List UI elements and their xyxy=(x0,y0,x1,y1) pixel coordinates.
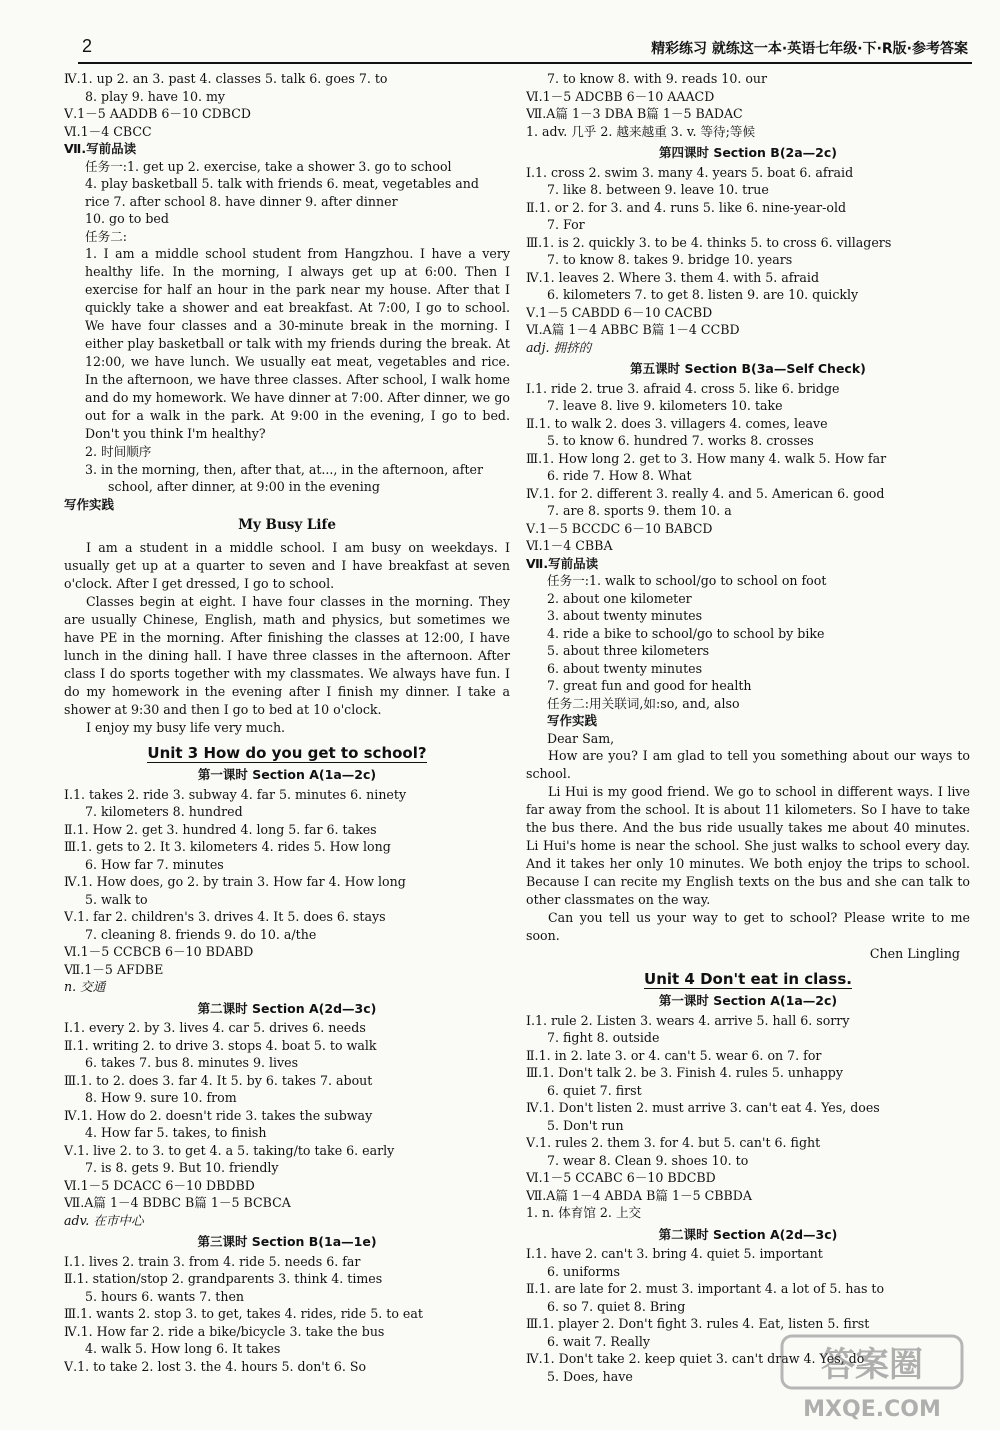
answer-line: Ⅲ.1. is 2. quickly 3. to be 4. thinks 5. to cross 6. villagers xyxy=(526,234,892,250)
answer-line: 6. takes 7. bus 8. minutes 9. lives xyxy=(85,1055,299,1070)
answer-line: 7. like 8. between 9. leave 10. true xyxy=(547,182,769,197)
answer-line: Ⅰ.1. rule 2. Listen 3. wears 4. arrive 5. hall 6. sorry xyxy=(526,1012,850,1028)
answer-line: Ⅴ.1. to take 2. lost 3. the 4. hours 5. don't 6. So xyxy=(64,1358,367,1374)
answer-line: Ⅳ.1. How does, go 2. by train 3. How far 4. How long xyxy=(64,874,406,889)
answer-line: 7. is 8. gets 9. But 10. friendly xyxy=(85,1160,279,1175)
unit-title xyxy=(526,971,970,989)
letter-paragraph: Li Hui is my good friend. We go to school in different ways. I live far away from the school. It is about 11 kilometers. So I have to take the bus there. And the bus ride usually takes me about 40 minutes. Li Hui's home is near the school. She just walks to school every day. And it takes her only 10 minutes. We both enjoy the trips to school. Because I can recite my English texts on the bus and she can talk to other classmates on the way. xyxy=(526,784,970,907)
answer-line: Ⅵ.1－5 CCBCB 6－10 BDABD xyxy=(64,944,254,959)
essay-title: My Busy Life xyxy=(238,517,336,533)
answer-line: 8. How 9. sure 10. from xyxy=(85,1090,237,1105)
header-rule xyxy=(78,62,972,64)
answer-line: 7. to know 8. takes 9. bridge 10. years xyxy=(547,252,793,267)
lesson-heading: 第一课时 Section A(1a—2c) xyxy=(197,767,377,782)
answer-line: Ⅱ.1. to walk 2. does 3. villagers 4. comes, leave xyxy=(526,415,828,431)
book-title: 精彩练习 就练这一本·英语七年级·下·R版·参考答案 xyxy=(651,41,968,57)
watermark-text: 答案圈 xyxy=(821,1345,923,1385)
watermark-url: MXQE.COM xyxy=(803,1397,941,1422)
answer-line: 7. leave 8. live 9. kilometers 10. take xyxy=(547,398,783,413)
letter-greeting: Dear Sam, xyxy=(547,730,615,746)
essay-paragraph: I am a student in a middle school. I am busy on weekdays. I usually get up at a quarter to seven and I have breakfast at seven o'clock. After I get dressed, I go to school. xyxy=(64,539,510,591)
watermark-logo xyxy=(778,1330,978,1426)
answer-line: 7. kilometers 8. hundred xyxy=(85,804,243,819)
essay-paragraph: I enjoy my busy life very much. xyxy=(86,719,286,735)
section-heading: 写作实践 xyxy=(547,713,598,728)
unit-title xyxy=(64,745,510,763)
answer-line: 7. great fun and good for health xyxy=(547,678,752,693)
section-heading: Ⅶ.写前品读 xyxy=(64,141,137,156)
lesson-heading: 第一课时 Section A(1a—2c) xyxy=(658,993,838,1008)
answer-line: rice 7. after school 8. have dinner 9. after dinner xyxy=(85,193,398,209)
answer-line: Ⅴ.1－5 AADDB 6－10 CDBCD xyxy=(64,106,251,121)
answer-line: 5. about three kilometers xyxy=(547,643,710,658)
answer-line: 任务一:1. get up 2. exercise, take a shower 3. go to school xyxy=(85,158,452,174)
lesson-heading: 第二课时 Section A(2d—3c) xyxy=(658,1226,838,1242)
answer-line: 3. in the morning, then, after that, at..., in the afternoon, after xyxy=(85,461,484,477)
answer-line: 6. so 7. quiet 8. Bring xyxy=(547,1298,686,1314)
answer-line: 8. play 9. have 10. my xyxy=(85,88,226,104)
letter-paragraph: Can you tell us your way to get to school? Please write to me soon. xyxy=(526,910,970,943)
letter-signature: Chen Lingling xyxy=(869,946,960,961)
lesson-heading: 第四课时 Section B(2a—2c) xyxy=(658,145,838,160)
answer-line: Ⅱ.1. writing 2. to drive 3. stops 4. boat 5. to walk xyxy=(64,1037,377,1053)
answer-line: Ⅱ.1. in 2. late 3. or 4. can't 5. wear 6. on 7. for xyxy=(526,1047,822,1063)
answer-line: Ⅳ.1. How far 2. ride a bike/bicycle 3. take the bus xyxy=(64,1323,385,1339)
unit-title-text: Unit 4 Don't eat in class. xyxy=(644,969,852,988)
answer-line: Ⅴ.1. rules 2. them 3. for 4. but 5. can't 6. fight xyxy=(526,1135,821,1150)
answer-line: Ⅱ.1. or 2. for 3. and 4. runs 5. like 6. nine-year-old xyxy=(526,199,847,215)
page-header xyxy=(0,0,1000,62)
answer-line: Ⅲ.1. gets to 2. It 3. kilometers 4. rides 5. How long xyxy=(64,839,391,854)
answer-line: Ⅲ.1. How long 2. get to 3. How many 4. walk 5. How far xyxy=(526,450,887,466)
answer-line: Ⅵ.1－4 CBBA xyxy=(526,538,613,553)
answer-line: Ⅴ.1. far 2. children's 3. drives 4. It 5. does 6. stays xyxy=(64,909,386,924)
answer-line: Ⅶ.A篇 1－4 ABDA B篇 1－5 CBBDA xyxy=(526,1187,752,1203)
answer-line: 7. For xyxy=(547,217,585,232)
letter-paragraph: How are you? I am glad to tell you something about our ways to school. xyxy=(526,748,970,781)
answer-line: Ⅲ.1. to 2. does 3. far 4. It 5. by 6. takes 7. about xyxy=(64,1072,373,1088)
answer-line: Ⅲ.1. wants 2. stop 3. to get, takes 4. rides, ride 5. to eat xyxy=(64,1306,423,1321)
answer-line: 7. to know 8. with 9. reads 10. our xyxy=(547,71,768,86)
answer-line: 5. walk to xyxy=(85,891,148,907)
answer-line: 7. are 8. sports 9. them 10. a xyxy=(547,503,732,518)
answer-line: Ⅰ.1. every 2. by 3. lives 4. car 5. drives 6. needs xyxy=(64,1020,366,1035)
lesson-heading: 第二课时 Section A(2d—3c) xyxy=(197,1000,377,1016)
answer-line: Ⅰ.1. cross 2. swim 3. many 4. years 5. boat 6. afraid xyxy=(526,164,854,180)
answer-line: 6. How far 7. minutes xyxy=(85,856,224,872)
answer-line: adv. 在市中心 xyxy=(64,1212,144,1228)
lesson-heading: 第五课时 Section B(3a—Self Check) xyxy=(630,361,866,376)
answer-line: 1. adv. 几乎 2. 越来越重 3. v. 等待;等候 xyxy=(526,123,756,139)
answer-line: Ⅲ.1. Don't talk 2. be 3. Finish 4. rules 5. unhappy xyxy=(526,1065,843,1080)
answer-line: Ⅲ.1. player 2. Don't fight 3. rules 4. Eat, listen 5. first xyxy=(526,1316,870,1331)
answer-line: adj. 拥挤的 xyxy=(526,339,592,355)
answer-line: school, after dinner, at 9:00 in the evening xyxy=(108,479,380,494)
page-number: 2 xyxy=(82,36,93,56)
unit-title-text: Unit 3 How do you get to school? xyxy=(147,743,427,762)
answer-line: 2. 时间顺序 xyxy=(85,444,152,459)
answer-line: 4. play basketball 5. talk with friends 6. meat, vegetables and xyxy=(85,176,479,191)
answer-line: 4. ride a bike to school/go to school by bike xyxy=(547,625,825,641)
answer-line: Ⅶ.1－5 AFDBE xyxy=(64,961,164,977)
answer-line: Ⅰ.1. takes 2. ride 3. subway 4. far 5. minutes 6. ninety xyxy=(64,786,407,802)
answer-line: 6. quiet 7. first xyxy=(547,1082,642,1098)
answer-line: Ⅶ.A篇 1－3 DBA B篇 1－5 BADAC xyxy=(526,106,743,121)
right-column xyxy=(526,70,970,1385)
answer-line: Ⅱ.1. How 2. get 3. hundred 4. long 5. far 6. takes xyxy=(64,821,377,837)
answer-line: Ⅰ.1. ride 2. true 3. afraid 4. cross 5. like 6. bridge xyxy=(526,380,840,396)
answer-line: n. 交通 xyxy=(64,979,106,994)
lesson-heading: 第三课时 Section B(1a—1e) xyxy=(197,1234,377,1249)
answer-line: 5. to know 6. hundred 7. works 8. crosses xyxy=(547,433,814,448)
answer-line: Ⅵ.A篇 1－4 ABBC B篇 1－4 CCBD xyxy=(526,322,740,337)
answer-line: Ⅰ.1. lives 2. train 3. from 4. ride 5. needs 6. far xyxy=(64,1253,361,1269)
answer-line: 6. about twenty minutes xyxy=(547,660,703,676)
answer-line: Ⅳ.1. Don't listen 2. must arrive 3. can't eat 4. Yes, does xyxy=(526,1100,880,1115)
answer-line: 5. Does, have xyxy=(547,1368,633,1384)
answer-line: Ⅳ.1. up 2. an 3. past 4. classes 5. talk 6. goes 7. to xyxy=(64,71,388,86)
answer-line: 任务二: xyxy=(85,228,128,244)
answer-line: Ⅴ.1－5 CABDD 6－10 CACBD xyxy=(526,304,713,320)
answer-line: 任务二:用关联词,如:so, and, also xyxy=(547,695,740,711)
essay-paragraph: Classes begin at eight. I have four classes in the morning. They are usually Chinese, English, math and physics, but sometimes we have PE in the morning. After finishing the classes at 12:00, I have lunch in the dining hall. I have three classes in the afternoon. After class I do sports together with my classmates. We always have fun. I do my homework in the evening after I finish my dinner. I take a shower at 9:30 and then I go to bed at 10 o'clock. xyxy=(64,593,510,717)
answer-line: 2. about one kilometer xyxy=(547,590,692,606)
left-column xyxy=(64,70,510,1375)
answer-line: Ⅶ.A篇 1－4 BDBC B篇 1－5 BCBCA xyxy=(64,1195,291,1210)
section-heading: Ⅶ.写前品读 xyxy=(526,555,599,571)
answer-line: 10. go to bed xyxy=(85,211,169,226)
answer-line: 4. walk 5. How long 6. It takes xyxy=(85,1341,281,1356)
answer-line: Ⅵ.1－5 DCACC 6－10 DBDBD xyxy=(64,1177,255,1193)
answer-line: Ⅱ.1. station/stop 2. grandparents 3. think 4. times xyxy=(64,1271,383,1286)
answer-line: 6. uniforms xyxy=(547,1263,620,1279)
answer-line: 7. wear 8. Clean 9. shoes 10. to xyxy=(547,1152,749,1168)
answer-line: Ⅵ.1－4 CBCC xyxy=(64,123,152,139)
task-two-passage: 1. I am a middle school student from Hangzhou. I have a very healthy life. In the morning, I always get up at 6:00. Then I exercise for half an hour in the park near my house. After that I quickly take a shower and eat breakfast. At 7:00, I go to school. We have four classes and a 30-minute break in the morning. I either play basketball or talk with my friends during the break. At 12:00, we have lunch. We usually eat meat, vegetables and rice. In the afternoon, we have three classes. After school, I walk home and do my homework. We have dinner at 7:00. After dinner, we go out for a walk in the park. At 9:00 in the evening, I go to bed. Don't you think I'm healthy? xyxy=(85,246,510,441)
answer-line: 7. fight 8. outside xyxy=(547,1030,660,1045)
answer-line: 5. Don't run xyxy=(547,1117,624,1133)
answer-line: Ⅳ.1. Don't take 2. keep quiet 3. can't draw 4. Yes, do xyxy=(526,1351,865,1366)
section-heading: 写作实践 xyxy=(64,496,115,512)
answer-line: Ⅳ.1. How do 2. doesn't ride 3. takes the subway xyxy=(64,1107,373,1123)
answer-line: Ⅰ.1. have 2. can't 3. bring 4. quiet 5. important xyxy=(526,1246,823,1261)
answer-line: Ⅵ.1－5 ADCBB 6－10 AAACD xyxy=(526,88,715,104)
answer-line: 4. How far 5. takes, to finish xyxy=(85,1125,267,1140)
answer-line: 6. ride 7. How 8. What xyxy=(547,468,692,483)
answer-line: Ⅳ.1. for 2. different 3. really 4. and 5. American 6. good xyxy=(526,485,885,501)
answer-line: 1. n. 体育馆 2. 上交 xyxy=(526,1205,642,1220)
answer-line: Ⅳ.1. leaves 2. Where 3. them 4. with 5. afraid xyxy=(526,269,820,285)
answer-line: Ⅱ.1. are late for 2. must 3. important 4. a lot of 5. has to xyxy=(526,1281,885,1296)
answer-line: 5. hours 6. wants 7. then xyxy=(85,1288,245,1304)
answer-line: 6. wait 7. Really xyxy=(547,1333,651,1349)
answer-line: 6. kilometers 7. to get 8. listen 9. are 10. quickly xyxy=(547,287,859,302)
answer-line: Ⅴ.1－5 BCCDC 6－10 BABCD xyxy=(526,520,713,536)
answer-line: 任务一:1. walk to school/go to school on foot xyxy=(547,573,827,588)
answer-line: 7. cleaning 8. friends 9. do 10. a/the xyxy=(85,926,317,942)
answer-line: Ⅵ.1－5 CCABC 6－10 BDCBD xyxy=(526,1170,716,1185)
answer-line: Ⅴ.1. live 2. to 3. to get 4. a 5. taking/to take 6. early xyxy=(64,1142,395,1158)
answer-line: 3. about twenty minutes xyxy=(547,608,703,623)
